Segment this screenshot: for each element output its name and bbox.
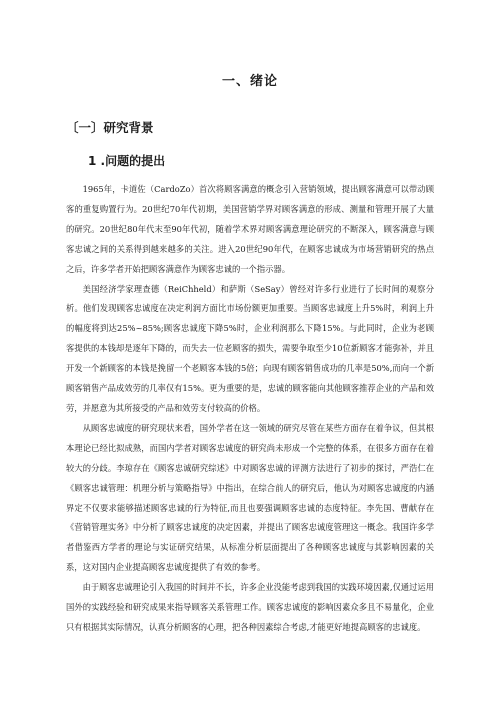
section-title: 〔一〕研究背景 bbox=[66, 120, 154, 135]
chapter-title: 一、绪论 bbox=[221, 74, 278, 89]
paragraph: 1965年，卡道佐（CardoZo）首次将顾客满意的概念引入营销领域，提出顾客满意可以带动顾客的重复购置行为。20世纪70年代初期，美国营销学界对顾客满意的形成、测量和管理开展了大量的研究。20世纪80年代末至90年代初，随着学术界对顾客满意理论研究的不断深入，顾客满意与顾客忠诚之间的关系得到越来越多的关注。进入20世纪90年代，在顾客忠诚成为市场营销研究的热点之后，许多学者开始把顾客满意作为顾客忠诚的一个指示器。 bbox=[66, 184, 434, 274]
paragraph: 美国经济学家理查德（ReiChheld）和萨斯（SeSay）曾经对许多行业进行了长时间的观察分析。他们发现顾客忠诚度在决定利润方面比市场份额更加重要。当顾客忠诚度上升5%时，利润上升的幅度将到达25%~85%;顾客忠诚度下降5%时，企业利润那么下降15%。与此同时，企业为老顾客提供的本钱却是逐年下降的，而失去一位老顾客的损失，需要争取至少10位新顾客才能弥补，并且开发一个新顾客的本钱是挽留一个老顾客本钱的5倍；向现有顾客销售成功的几率是50%,而向一个新顾客销售产品成效劳的几率仅有15%。更为重要的是，忠诚的顾客能向其他顾客推荐企业的产品和效劳，并愿意为其所接受的产品和效劳支付较高的价格。 bbox=[66, 283, 434, 413]
body-text bbox=[66, 180, 434, 638]
paragraph: 由于顾客忠诚理论引入我国的时间并不长，许多企业没能考虑到我国的实践环境因素,仅通过运用国外的实践经验和研究成果来指导顾客关系管理工作。顾客忠诚度的影响因素众多且不易量化，企业只有根据其实际情况，认真分析顾客的心理，把各种因素综合考虑,才能更好地提高顾客的忠诚度。 bbox=[66, 582, 434, 632]
paragraph: 从顾客忠诚度的研究现状来看，国外学者在这一领域的研究尽管在某些方面存在着争议，但其根本理论已经比拟成熟，而国内学者对顾客忠诚度的研究尚未形成一个完整的体系，在很多方面存在着较大的分歧。李琼存在《顾客忠诚研究综述》中对顾客忠诚的评测方法进行了初步的探讨，严浩仁在《顾客忠诚管理：机理分析与策略指导》中指出，在综合前人的研究后，他认为对顾客忠诚度的内涵界定不仅要求能够描述顾客忠诚的行为特征,而且也要强调顾客忠诚的态度特征。李先国、曹献存在《营销管理实务》中分析了顾客忠诚度的决定因素，并提出了顾客忠诚度管理这一概念。我国许多学者借鉴西方学者的理论与实证研究结果，从标准分析层面提出了各种顾客忠诚度与其影响因素的关系，这对国内企业提高顾客忠诚度提供了有效的参考。 bbox=[66, 422, 434, 573]
subsection-title: 1 .问题的提出 bbox=[88, 154, 166, 168]
